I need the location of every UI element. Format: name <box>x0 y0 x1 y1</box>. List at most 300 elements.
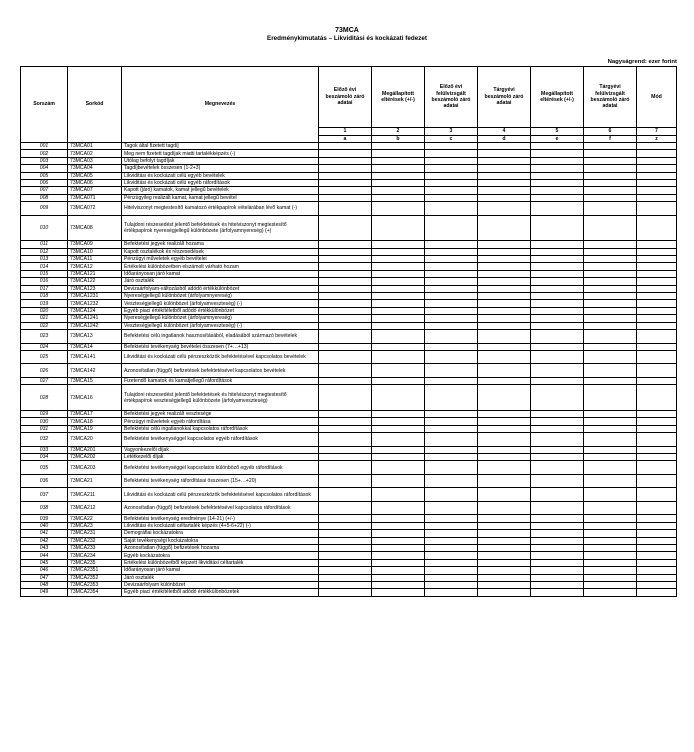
value-cell[interactable] <box>425 194 478 201</box>
value-cell[interactable] <box>319 474 372 488</box>
value-cell[interactable] <box>319 433 372 447</box>
value-cell[interactable] <box>531 215 584 241</box>
value-cell[interactable] <box>584 194 637 201</box>
value-cell[interactable] <box>425 315 478 322</box>
value-cell[interactable] <box>531 179 584 186</box>
value-cell[interactable] <box>637 581 677 588</box>
value-cell[interactable] <box>425 488 478 502</box>
value-cell[interactable] <box>372 350 425 364</box>
value-cell[interactable] <box>319 501 372 515</box>
value-cell[interactable] <box>478 194 531 201</box>
value-cell[interactable] <box>531 270 584 277</box>
value-cell[interactable] <box>372 215 425 241</box>
value-cell[interactable] <box>637 385 677 411</box>
value-cell[interactable] <box>319 410 372 417</box>
value-cell[interactable] <box>425 187 478 194</box>
value-cell[interactable] <box>584 263 637 270</box>
value-cell[interactable] <box>478 157 531 164</box>
value-cell[interactable] <box>425 157 478 164</box>
value-cell[interactable] <box>319 256 372 263</box>
value-cell[interactable] <box>478 501 531 515</box>
value-cell[interactable] <box>425 278 478 285</box>
value-cell[interactable] <box>637 377 677 384</box>
value-cell[interactable] <box>584 343 637 350</box>
value-cell[interactable] <box>637 202 677 216</box>
value-cell[interactable] <box>637 537 677 544</box>
value-cell[interactable] <box>319 544 372 551</box>
value-cell[interactable] <box>637 256 677 263</box>
value-cell[interactable] <box>372 248 425 255</box>
value-cell[interactable] <box>425 567 478 574</box>
value-cell[interactable] <box>319 567 372 574</box>
value-cell[interactable] <box>531 343 584 350</box>
value-cell[interactable] <box>531 385 584 411</box>
value-cell[interactable] <box>531 446 584 453</box>
value-cell[interactable] <box>584 241 637 248</box>
value-cell[interactable] <box>637 515 677 522</box>
value-cell[interactable] <box>425 418 478 425</box>
value-cell[interactable] <box>637 187 677 194</box>
value-cell[interactable] <box>584 567 637 574</box>
value-cell[interactable] <box>531 377 584 384</box>
value-cell[interactable] <box>319 364 372 378</box>
value-cell[interactable] <box>478 454 531 461</box>
value-cell[interactable] <box>319 293 372 300</box>
value-cell[interactable] <box>425 410 478 417</box>
value-cell[interactable] <box>637 194 677 201</box>
value-cell[interactable] <box>319 377 372 384</box>
value-cell[interactable] <box>478 552 531 559</box>
value-cell[interactable] <box>372 544 425 551</box>
value-cell[interactable] <box>319 241 372 248</box>
value-cell[interactable] <box>372 433 425 447</box>
value-cell[interactable] <box>478 293 531 300</box>
value-cell[interactable] <box>319 425 372 432</box>
value-cell[interactable] <box>319 552 372 559</box>
value-cell[interactable] <box>637 544 677 551</box>
value-cell[interactable] <box>531 307 584 314</box>
value-cell[interactable] <box>584 377 637 384</box>
value-cell[interactable] <box>584 474 637 488</box>
value-cell[interactable] <box>478 330 531 344</box>
value-cell[interactable] <box>425 248 478 255</box>
value-cell[interactable] <box>637 350 677 364</box>
value-cell[interactable] <box>637 410 677 417</box>
value-cell[interactable] <box>637 300 677 307</box>
value-cell[interactable] <box>372 418 425 425</box>
value-cell[interactable] <box>637 165 677 172</box>
value-cell[interactable] <box>531 544 584 551</box>
value-cell[interactable] <box>478 172 531 179</box>
value-cell[interactable] <box>637 307 677 314</box>
value-cell[interactable] <box>531 581 584 588</box>
value-cell[interactable] <box>584 157 637 164</box>
value-cell[interactable] <box>425 256 478 263</box>
value-cell[interactable] <box>584 350 637 364</box>
value-cell[interactable] <box>531 330 584 344</box>
value-cell[interactable] <box>425 425 478 432</box>
value-cell[interactable] <box>372 574 425 581</box>
value-cell[interactable] <box>531 537 584 544</box>
value-cell[interactable] <box>372 300 425 307</box>
value-cell[interactable] <box>637 488 677 502</box>
value-cell[interactable] <box>637 474 677 488</box>
value-cell[interactable] <box>425 293 478 300</box>
value-cell[interactable] <box>372 364 425 378</box>
value-cell[interactable] <box>584 530 637 537</box>
value-cell[interactable] <box>584 461 637 475</box>
value-cell[interactable] <box>531 522 584 529</box>
value-cell[interactable] <box>319 278 372 285</box>
value-cell[interactable] <box>425 364 478 378</box>
value-cell[interactable] <box>319 454 372 461</box>
value-cell[interactable] <box>478 589 531 596</box>
value-cell[interactable] <box>372 293 425 300</box>
value-cell[interactable] <box>319 270 372 277</box>
value-cell[interactable] <box>637 454 677 461</box>
value-cell[interactable] <box>531 293 584 300</box>
value-cell[interactable] <box>531 143 584 150</box>
value-cell[interactable] <box>584 433 637 447</box>
value-cell[interactable] <box>319 522 372 529</box>
value-cell[interactable] <box>531 433 584 447</box>
value-cell[interactable] <box>478 537 531 544</box>
value-cell[interactable] <box>637 530 677 537</box>
value-cell[interactable] <box>584 501 637 515</box>
value-cell[interactable] <box>531 589 584 596</box>
value-cell[interactable] <box>319 150 372 157</box>
value-cell[interactable] <box>584 179 637 186</box>
value-cell[interactable] <box>425 330 478 344</box>
value-cell[interactable] <box>637 263 677 270</box>
value-cell[interactable] <box>584 410 637 417</box>
value-cell[interactable] <box>584 293 637 300</box>
value-cell[interactable] <box>531 150 584 157</box>
value-cell[interactable] <box>584 172 637 179</box>
value-cell[interactable] <box>478 364 531 378</box>
value-cell[interactable] <box>319 559 372 566</box>
value-cell[interactable] <box>584 515 637 522</box>
value-cell[interactable] <box>531 530 584 537</box>
value-cell[interactable] <box>531 278 584 285</box>
value-cell[interactable] <box>584 202 637 216</box>
value-cell[interactable] <box>584 278 637 285</box>
value-cell[interactable] <box>425 433 478 447</box>
value-cell[interactable] <box>637 522 677 529</box>
value-cell[interactable] <box>425 385 478 411</box>
value-cell[interactable] <box>319 461 372 475</box>
value-cell[interactable] <box>478 202 531 216</box>
value-cell[interactable] <box>531 300 584 307</box>
value-cell[interactable] <box>478 544 531 551</box>
value-cell[interactable] <box>425 215 478 241</box>
value-cell[interactable] <box>425 552 478 559</box>
value-cell[interactable] <box>531 418 584 425</box>
value-cell[interactable] <box>319 248 372 255</box>
value-cell[interactable] <box>531 567 584 574</box>
value-cell[interactable] <box>584 364 637 378</box>
value-cell[interactable] <box>319 350 372 364</box>
value-cell[interactable] <box>637 241 677 248</box>
value-cell[interactable] <box>372 589 425 596</box>
value-cell[interactable] <box>372 194 425 201</box>
value-cell[interactable] <box>584 215 637 241</box>
value-cell[interactable] <box>531 559 584 566</box>
value-cell[interactable] <box>584 322 637 329</box>
value-cell[interactable] <box>478 350 531 364</box>
value-cell[interactable] <box>372 322 425 329</box>
value-cell[interactable] <box>637 574 677 581</box>
value-cell[interactable] <box>372 410 425 417</box>
value-cell[interactable] <box>584 522 637 529</box>
value-cell[interactable] <box>425 300 478 307</box>
value-cell[interactable] <box>372 143 425 150</box>
value-cell[interactable] <box>637 501 677 515</box>
value-cell[interactable] <box>637 157 677 164</box>
value-cell[interactable] <box>584 285 637 292</box>
value-cell[interactable] <box>637 150 677 157</box>
value-cell[interactable] <box>637 343 677 350</box>
value-cell[interactable] <box>425 474 478 488</box>
value-cell[interactable] <box>584 418 637 425</box>
value-cell[interactable] <box>425 343 478 350</box>
value-cell[interactable] <box>584 544 637 551</box>
value-cell[interactable] <box>478 461 531 475</box>
value-cell[interactable] <box>372 179 425 186</box>
value-cell[interactable] <box>425 263 478 270</box>
value-cell[interactable] <box>478 581 531 588</box>
value-cell[interactable] <box>319 157 372 164</box>
value-cell[interactable] <box>425 179 478 186</box>
value-cell[interactable] <box>372 474 425 488</box>
value-cell[interactable] <box>531 202 584 216</box>
value-cell[interactable] <box>531 454 584 461</box>
value-cell[interactable] <box>319 530 372 537</box>
value-cell[interactable] <box>372 202 425 216</box>
value-cell[interactable] <box>584 552 637 559</box>
value-cell[interactable] <box>478 418 531 425</box>
value-cell[interactable] <box>478 410 531 417</box>
value-cell[interactable] <box>637 567 677 574</box>
value-cell[interactable] <box>425 544 478 551</box>
value-cell[interactable] <box>478 522 531 529</box>
value-cell[interactable] <box>372 165 425 172</box>
value-cell[interactable] <box>584 143 637 150</box>
value-cell[interactable] <box>319 165 372 172</box>
value-cell[interactable] <box>531 488 584 502</box>
value-cell[interactable] <box>425 522 478 529</box>
value-cell[interactable] <box>531 241 584 248</box>
value-cell[interactable] <box>531 425 584 432</box>
value-cell[interactable] <box>478 215 531 241</box>
value-cell[interactable] <box>637 270 677 277</box>
value-cell[interactable] <box>372 552 425 559</box>
value-cell[interactable] <box>372 501 425 515</box>
value-cell[interactable] <box>637 418 677 425</box>
value-cell[interactable] <box>425 241 478 248</box>
value-cell[interactable] <box>637 589 677 596</box>
value-cell[interactable] <box>425 446 478 453</box>
value-cell[interactable] <box>425 150 478 157</box>
value-cell[interactable] <box>372 172 425 179</box>
value-cell[interactable] <box>425 307 478 314</box>
value-cell[interactable] <box>372 581 425 588</box>
value-cell[interactable] <box>478 474 531 488</box>
value-cell[interactable] <box>637 552 677 559</box>
value-cell[interactable] <box>372 530 425 537</box>
value-cell[interactable] <box>372 537 425 544</box>
value-cell[interactable] <box>478 300 531 307</box>
value-cell[interactable] <box>478 322 531 329</box>
value-cell[interactable] <box>531 410 584 417</box>
value-cell[interactable] <box>584 574 637 581</box>
value-cell[interactable] <box>531 256 584 263</box>
value-cell[interactable] <box>478 256 531 263</box>
value-cell[interactable] <box>425 501 478 515</box>
value-cell[interactable] <box>637 215 677 241</box>
value-cell[interactable] <box>637 285 677 292</box>
value-cell[interactable] <box>531 165 584 172</box>
value-cell[interactable] <box>372 461 425 475</box>
value-cell[interactable] <box>584 165 637 172</box>
value-cell[interactable] <box>584 256 637 263</box>
value-cell[interactable] <box>425 165 478 172</box>
value-cell[interactable] <box>531 552 584 559</box>
value-cell[interactable] <box>531 263 584 270</box>
value-cell[interactable] <box>425 270 478 277</box>
value-cell[interactable] <box>319 307 372 314</box>
value-cell[interactable] <box>319 194 372 201</box>
value-cell[interactable] <box>425 515 478 522</box>
value-cell[interactable] <box>478 515 531 522</box>
value-cell[interactable] <box>319 322 372 329</box>
value-cell[interactable] <box>478 433 531 447</box>
value-cell[interactable] <box>531 322 584 329</box>
value-cell[interactable] <box>319 418 372 425</box>
value-cell[interactable] <box>319 263 372 270</box>
value-cell[interactable] <box>478 567 531 574</box>
value-cell[interactable] <box>319 202 372 216</box>
value-cell[interactable] <box>531 515 584 522</box>
value-cell[interactable] <box>319 285 372 292</box>
value-cell[interactable] <box>372 515 425 522</box>
value-cell[interactable] <box>531 315 584 322</box>
value-cell[interactable] <box>531 364 584 378</box>
value-cell[interactable] <box>319 172 372 179</box>
value-cell[interactable] <box>584 150 637 157</box>
value-cell[interactable] <box>637 293 677 300</box>
value-cell[interactable] <box>531 461 584 475</box>
value-cell[interactable] <box>372 385 425 411</box>
value-cell[interactable] <box>584 330 637 344</box>
value-cell[interactable] <box>372 241 425 248</box>
value-cell[interactable] <box>319 315 372 322</box>
value-cell[interactable] <box>319 187 372 194</box>
value-cell[interactable] <box>478 377 531 384</box>
value-cell[interactable] <box>372 256 425 263</box>
value-cell[interactable] <box>478 278 531 285</box>
value-cell[interactable] <box>478 248 531 255</box>
value-cell[interactable] <box>478 270 531 277</box>
value-cell[interactable] <box>584 537 637 544</box>
value-cell[interactable] <box>319 179 372 186</box>
value-cell[interactable] <box>372 425 425 432</box>
value-cell[interactable] <box>372 454 425 461</box>
value-cell[interactable] <box>372 522 425 529</box>
value-cell[interactable] <box>531 474 584 488</box>
value-cell[interactable] <box>478 241 531 248</box>
value-cell[interactable] <box>584 248 637 255</box>
value-cell[interactable] <box>372 270 425 277</box>
value-cell[interactable] <box>584 488 637 502</box>
value-cell[interactable] <box>425 581 478 588</box>
value-cell[interactable] <box>478 150 531 157</box>
value-cell[interactable] <box>425 530 478 537</box>
value-cell[interactable] <box>425 454 478 461</box>
value-cell[interactable] <box>425 461 478 475</box>
value-cell[interactable] <box>478 285 531 292</box>
value-cell[interactable] <box>531 285 584 292</box>
value-cell[interactable] <box>425 172 478 179</box>
value-cell[interactable] <box>319 330 372 344</box>
value-cell[interactable] <box>372 343 425 350</box>
value-cell[interactable] <box>478 315 531 322</box>
value-cell[interactable] <box>372 488 425 502</box>
value-cell[interactable] <box>637 278 677 285</box>
value-cell[interactable] <box>372 285 425 292</box>
value-cell[interactable] <box>372 307 425 314</box>
value-cell[interactable] <box>584 446 637 453</box>
value-cell[interactable] <box>372 567 425 574</box>
value-cell[interactable] <box>478 179 531 186</box>
value-cell[interactable] <box>478 446 531 453</box>
value-cell[interactable] <box>372 315 425 322</box>
value-cell[interactable] <box>319 537 372 544</box>
value-cell[interactable] <box>637 433 677 447</box>
value-cell[interactable] <box>584 589 637 596</box>
value-cell[interactable] <box>425 537 478 544</box>
value-cell[interactable] <box>372 278 425 285</box>
value-cell[interactable] <box>584 315 637 322</box>
value-cell[interactable] <box>637 179 677 186</box>
value-cell[interactable] <box>319 385 372 411</box>
value-cell[interactable] <box>478 263 531 270</box>
value-cell[interactable] <box>531 157 584 164</box>
value-cell[interactable] <box>584 559 637 566</box>
value-cell[interactable] <box>425 377 478 384</box>
value-cell[interactable] <box>584 300 637 307</box>
value-cell[interactable] <box>531 187 584 194</box>
value-cell[interactable] <box>531 501 584 515</box>
value-cell[interactable] <box>584 425 637 432</box>
value-cell[interactable] <box>584 187 637 194</box>
value-cell[interactable] <box>478 307 531 314</box>
value-cell[interactable] <box>478 385 531 411</box>
value-cell[interactable] <box>319 143 372 150</box>
value-cell[interactable] <box>319 515 372 522</box>
value-cell[interactable] <box>637 172 677 179</box>
value-cell[interactable] <box>584 307 637 314</box>
value-cell[interactable] <box>637 322 677 329</box>
value-cell[interactable] <box>478 143 531 150</box>
value-cell[interactable] <box>637 461 677 475</box>
value-cell[interactable] <box>372 377 425 384</box>
value-cell[interactable] <box>478 165 531 172</box>
value-cell[interactable] <box>425 350 478 364</box>
value-cell[interactable] <box>531 350 584 364</box>
value-cell[interactable] <box>584 454 637 461</box>
value-cell[interactable] <box>584 270 637 277</box>
